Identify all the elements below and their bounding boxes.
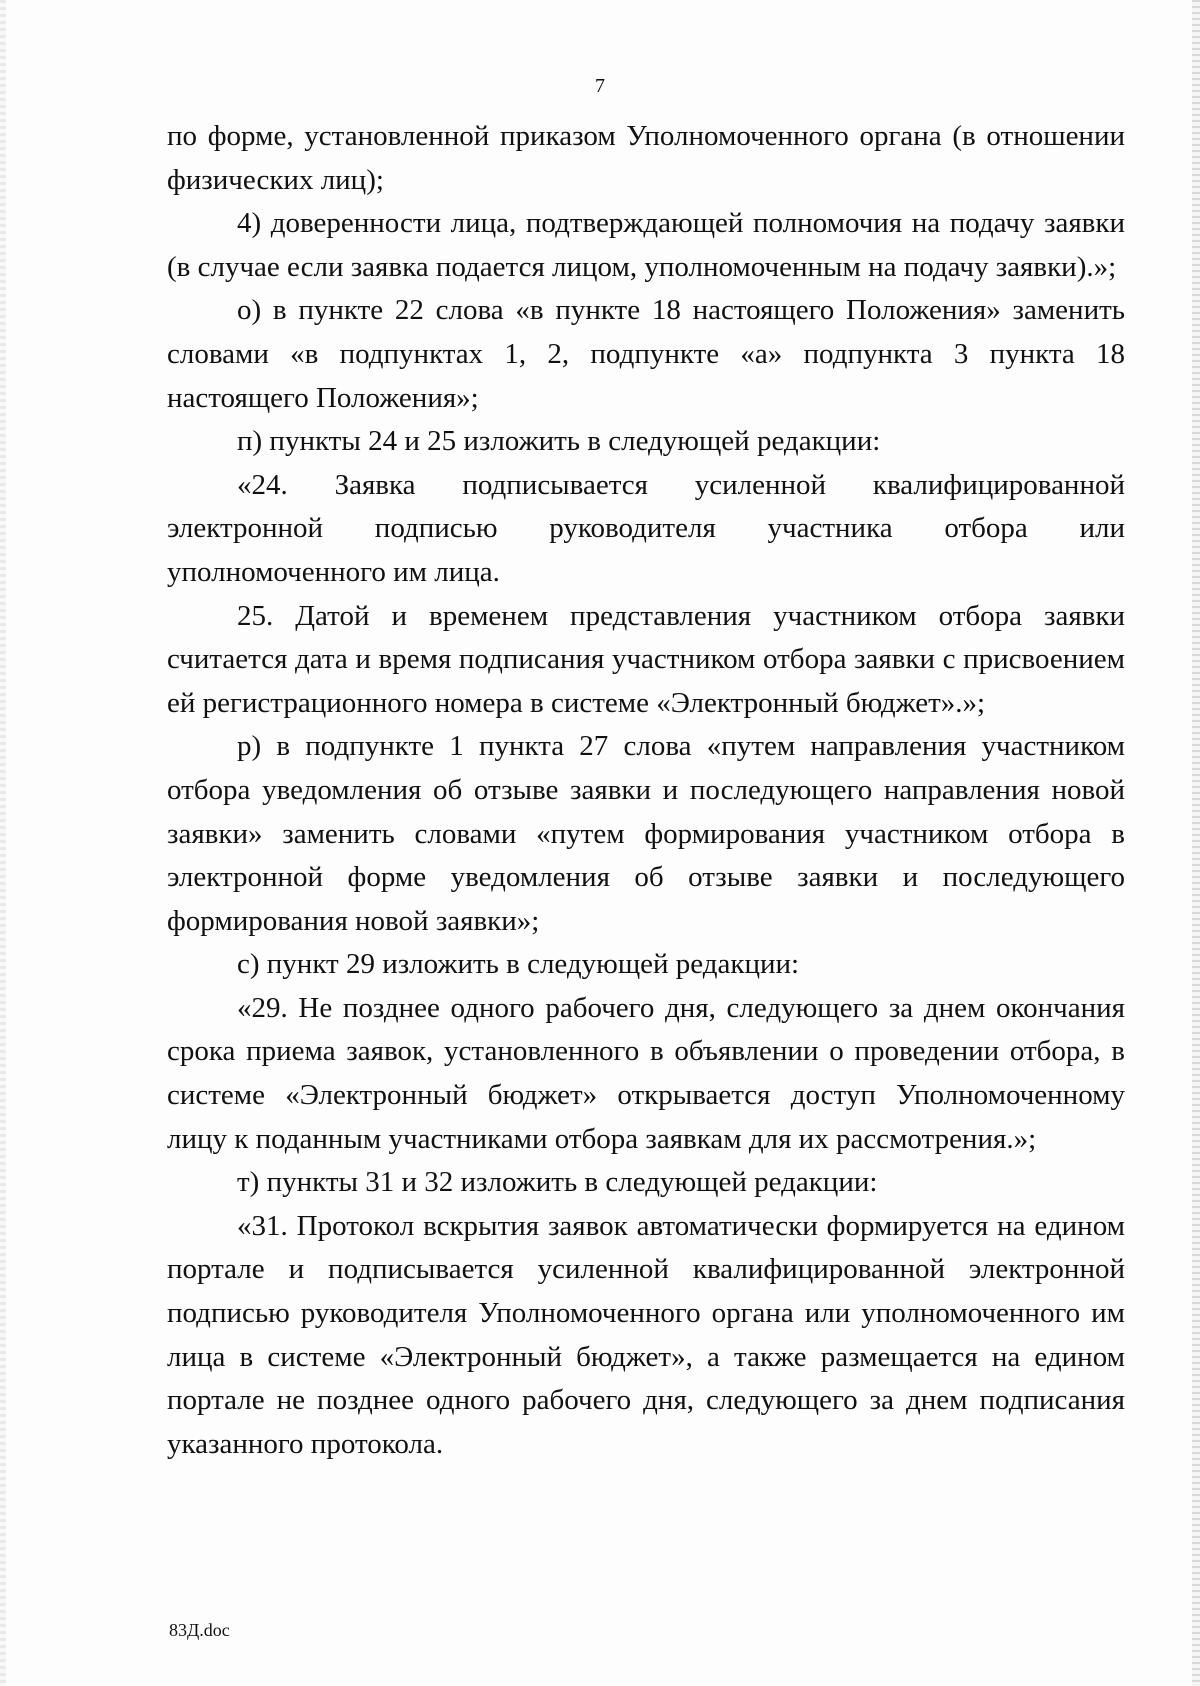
paragraph: «24. Заявка подписывается усиленной квалифицированной электронной подписью руководителя участника отбора или уполномоченного им лица. — [167, 468, 1125, 588]
paragraph: 25. Датой и временем представления участником отбора заявки считается дата и время подписания участником отбора заявки с присвоением ей регистрационного номера в системе «Электронный бюджет».»; — [167, 599, 1125, 719]
scan-edge-left — [0, 0, 6, 1686]
paragraph: «31. Протокол вскрытия заявок автоматически формируется на едином портале и подписывается усиленной квалифицированной электронной подписью руководителя Уполномоченного органа или уполномоченного им лица в системе «Электронный бюджет», а также размещается на едином портале не позднее одного рабочего дня, следующего за днем подписания указанного протокола. — [167, 1209, 1125, 1460]
paragraph: «29. Не позднее одного рабочего дня, следующего за днем окончания срока приема заявок, установленного в объявлении о проведении отбора, в системе «Электронный бюджет» открывается доступ Уполномоченному лицу к поданным участниками отбора заявкам для их рассмотрения.»; — [167, 991, 1125, 1155]
paragraph: т) пункты 31 и 32 изложить в следующей редакции: — [237, 1166, 878, 1199]
paragraph: 4) доверенности лица, подтверждающей полномочия на подачу заявки (в случае если заявка подается лицом, уполномоченным на подачу заявки).»; — [167, 207, 1125, 283]
paragraph: п) пункты 24 и 25 изложить в следующей редакции: — [237, 425, 881, 458]
document-file-id: 83Д.doc — [169, 1620, 230, 1640]
page-number: 7 — [595, 75, 605, 97]
paragraph: р) в подпункте 1 пункта 27 слова «путем направления участником отбора уведомления об отзыве заявки и последующего направления новой заявки» заменить словами «путем формирования участником отбора в электронной форме уведомления об отзыве заявки и последующего формирования новой заявки»; — [167, 730, 1125, 937]
paragraph: по форме, установленной приказом Уполномоченного органа (в отношении физических лиц); — [167, 120, 1125, 196]
scan-edge-right — [1192, 0, 1200, 1686]
paragraph: о) в пункте 22 слова «в пункте 18 настоящего Положения» заменить словами «в подпунктах 1, 2, подпункте «а» подпункта 3 пункта 18 настоящего Положения»; — [167, 294, 1125, 414]
document-body — [167, 115, 1125, 1466]
paragraph: с) пункт 29 изложить в следующей редакции: — [237, 948, 800, 981]
